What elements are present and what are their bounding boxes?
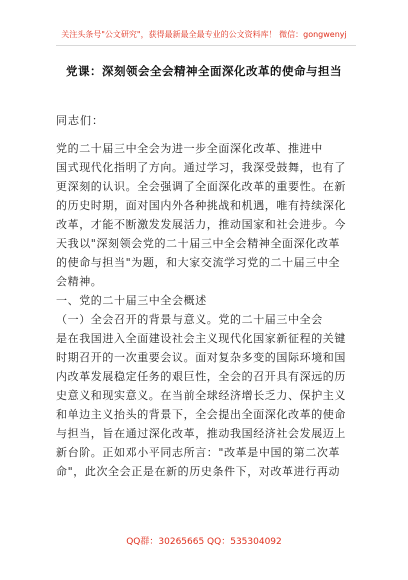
text-line: 与担当，旨在通过深化改革，推动我国经济社会发展迈上 xyxy=(56,427,346,440)
text-line: 会精神。 xyxy=(56,275,103,288)
text-line: （一）全会召开的背景与意义。党的二十届三中全会 xyxy=(56,313,323,326)
text-line: 内改革发展稳定任务的艰巨性，全会的召开具有深远的历 xyxy=(56,370,346,383)
text-line: 国式现代化指明了方向。通过学习，我深受鼓舞，也有了 xyxy=(56,161,346,174)
text-line: 的历史时期，面对国内外各种挑战和机遇，唯有持续深化 xyxy=(56,199,346,212)
text-line: 改革，才能不断激发发展活力，推动国家和社会进步。今 xyxy=(56,218,346,231)
footer-contact: QQ群：30265665 QQ：535304092 xyxy=(126,537,282,547)
header-divider xyxy=(56,45,356,46)
document-title: 党课：深刻领会全会精神全面深化改革的使命与担当 xyxy=(66,64,342,78)
text-line: 和单边主义抬头的背景下，全会提出全面深化改革的使命 xyxy=(56,408,346,421)
text-line: 党的二十届三中全会为进一步全面深化改革、推进中 xyxy=(56,142,323,155)
text-line: 命"，此次全会正是在新的历史条件下，对改革进行再动 xyxy=(56,465,341,478)
greeting: 同志们： xyxy=(56,114,104,127)
text-line: 的使命与担当"为题，和大家交流学习党的二十届三中全 xyxy=(56,256,341,269)
document-body xyxy=(56,112,356,481)
text-line: 时期召开的一次重要会议。面对复杂多变的国际环境和国 xyxy=(56,351,346,364)
paragraph-lines xyxy=(56,139,356,481)
text-line: 新台阶。正如邓小平同志所言："改革是中国的第二次革 xyxy=(56,446,341,459)
section-heading: 一、党的二十届三中全会概述 xyxy=(56,294,207,307)
text-line: 天我以"深刻领会党的二十届三中全会精神全面深化改革 xyxy=(56,237,341,250)
header-note: 关注头条号"公文研究"，获得最新最全最专业的公文资料库！ 微信：gongwenyj xyxy=(61,30,347,39)
text-line: 更深刻的认识。全会强调了全面深化改革的重要性。在新 xyxy=(56,180,346,193)
text-line: 是在我国进入全面建设社会主义现代化国家新征程的关键 xyxy=(56,332,346,345)
text-line: 史意义和现实意义。在当前全球经济增长乏力、保护主义 xyxy=(56,389,346,402)
